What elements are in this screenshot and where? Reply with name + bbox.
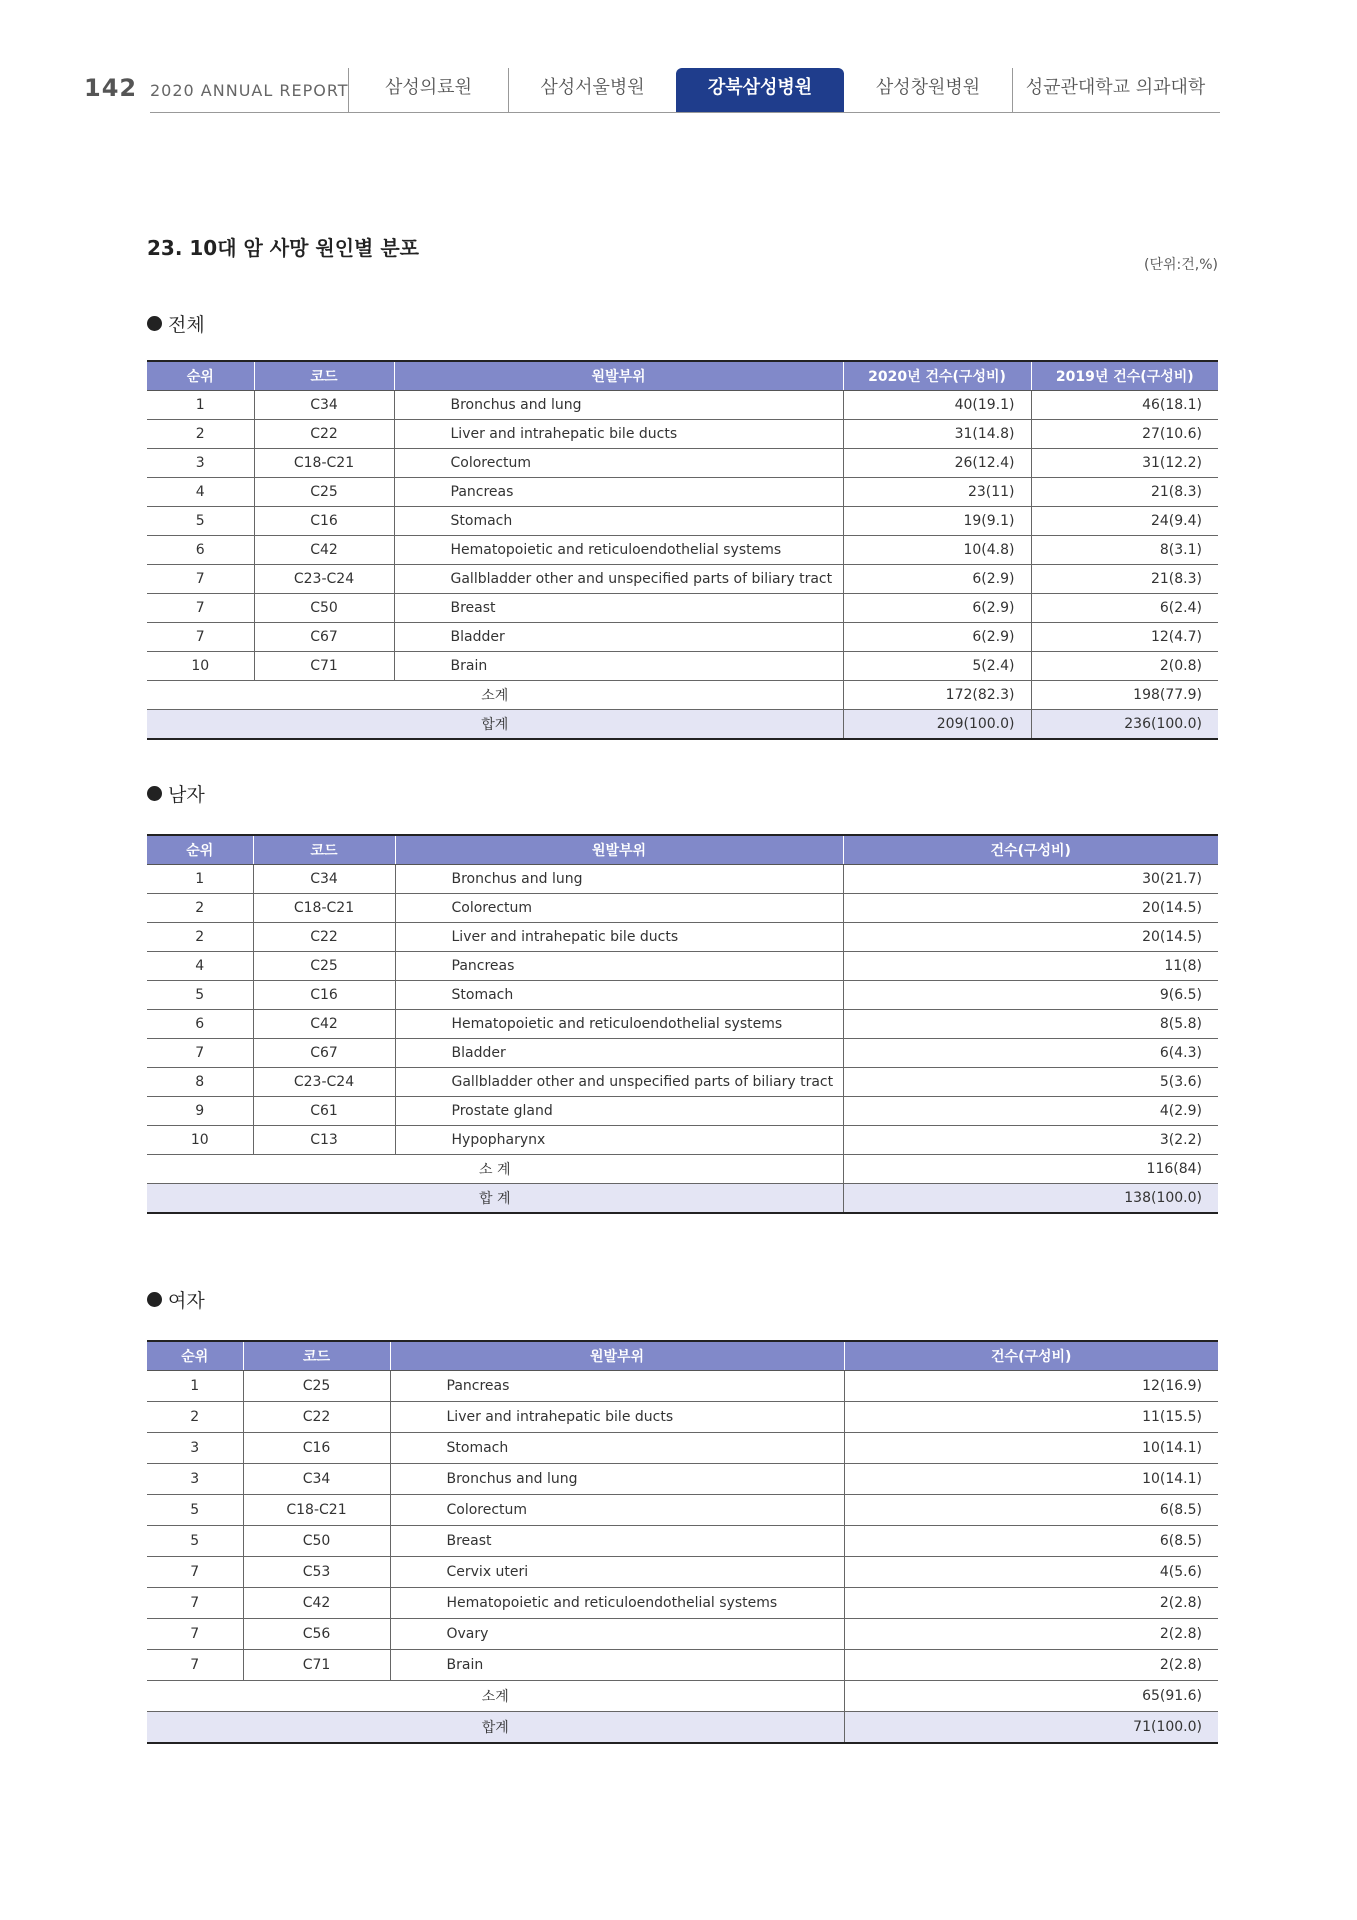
code-cell: C18-C21 bbox=[254, 449, 394, 478]
value-prev-cell: 6(2.4) bbox=[1031, 594, 1218, 623]
rank-cell: 3 bbox=[147, 1464, 243, 1495]
table-header-row bbox=[147, 361, 1218, 391]
subtotal-row-value: 198(77.9) bbox=[1031, 681, 1218, 710]
value-prev-cell: 21(8.3) bbox=[1031, 478, 1218, 507]
table-row bbox=[147, 1126, 1218, 1155]
value-cell: 26(12.4) bbox=[843, 449, 1031, 478]
tab-samsung-medical-center[interactable]: 삼성의료원 bbox=[348, 68, 508, 112]
subtotal-row-label: 소 계 bbox=[147, 1155, 843, 1184]
subtotal-row bbox=[147, 1155, 1218, 1184]
value-cell: 6(8.5) bbox=[844, 1526, 1218, 1557]
table-row bbox=[147, 1588, 1218, 1619]
subtotal-row bbox=[147, 681, 1218, 710]
table-row bbox=[147, 565, 1218, 594]
rank-cell: 7 bbox=[147, 594, 254, 623]
value-cell: 20(14.5) bbox=[843, 894, 1218, 923]
value-prev-cell: 21(8.3) bbox=[1031, 565, 1218, 594]
value-cell: 10(14.1) bbox=[844, 1464, 1218, 1495]
table-all bbox=[147, 360, 1218, 740]
table-row bbox=[147, 1402, 1218, 1433]
total-row-label: 합계 bbox=[147, 710, 843, 740]
code-cell: C34 bbox=[254, 391, 394, 420]
rank-cell: 5 bbox=[147, 507, 254, 536]
code-cell: C18-C21 bbox=[253, 894, 395, 923]
subtotal-row-label: 소계 bbox=[147, 681, 843, 710]
bullet-icon bbox=[147, 1292, 162, 1307]
site-cell: Gallbladder other and unspecified parts of biliary tract bbox=[394, 565, 843, 594]
value-cell: 10(4.8) bbox=[843, 536, 1031, 565]
site-cell: Stomach bbox=[390, 1433, 844, 1464]
rank-cell: 7 bbox=[147, 623, 254, 652]
table-row bbox=[147, 449, 1218, 478]
col-code: 코드 bbox=[253, 835, 395, 865]
table-body bbox=[147, 1371, 1218, 1744]
table-row bbox=[147, 1557, 1218, 1588]
rank-cell: 4 bbox=[147, 478, 254, 507]
table-row bbox=[147, 1371, 1218, 1402]
value-cell: 19(9.1) bbox=[843, 507, 1031, 536]
value-cell: 11(15.5) bbox=[844, 1402, 1218, 1433]
table-row bbox=[147, 1068, 1218, 1097]
subheading-female bbox=[147, 1286, 205, 1313]
site-cell: Stomach bbox=[394, 507, 843, 536]
subheading-male bbox=[147, 780, 205, 807]
value-cell: 6(2.9) bbox=[843, 623, 1031, 652]
table-header-row bbox=[147, 835, 1218, 865]
code-cell: C16 bbox=[254, 507, 394, 536]
code-cell: C67 bbox=[253, 1039, 395, 1068]
code-cell: C50 bbox=[243, 1526, 390, 1557]
value-cell: 5(3.6) bbox=[843, 1068, 1218, 1097]
code-cell: C25 bbox=[253, 952, 395, 981]
total-row-value: 138(100.0) bbox=[843, 1184, 1218, 1214]
code-cell: C50 bbox=[254, 594, 394, 623]
value-cell: 3(2.2) bbox=[843, 1126, 1218, 1155]
site-cell: Liver and intrahepatic bile ducts bbox=[395, 923, 843, 952]
col-code: 코드 bbox=[254, 361, 394, 391]
site-cell: Bladder bbox=[394, 623, 843, 652]
site-cell: Hematopoietic and reticuloendothelial systems bbox=[390, 1588, 844, 1619]
table-row bbox=[147, 594, 1218, 623]
table-row bbox=[147, 1526, 1218, 1557]
table-row bbox=[147, 1010, 1218, 1039]
table-row bbox=[147, 420, 1218, 449]
code-cell: C22 bbox=[254, 420, 394, 449]
table-row bbox=[147, 952, 1218, 981]
value-prev-cell: 31(12.2) bbox=[1031, 449, 1218, 478]
rank-cell: 6 bbox=[147, 536, 254, 565]
site-cell: Gallbladder other and unspecified parts of biliary tract bbox=[395, 1068, 843, 1097]
rank-cell: 2 bbox=[147, 1402, 243, 1433]
col-count: 건수(구성비) bbox=[843, 835, 1218, 865]
code-cell: C16 bbox=[243, 1433, 390, 1464]
code-cell: C25 bbox=[243, 1371, 390, 1402]
code-cell: C16 bbox=[253, 981, 395, 1010]
tab-samsung-changwon-hospital[interactable]: 삼성창원병원 bbox=[875, 77, 981, 98]
total-row-label: 합계 bbox=[147, 1712, 844, 1744]
code-cell: C18-C21 bbox=[243, 1495, 390, 1526]
value-cell: 30(21.7) bbox=[843, 865, 1218, 894]
value-cell: 2(2.8) bbox=[844, 1588, 1218, 1619]
site-cell: Liver and intrahepatic bile ducts bbox=[394, 420, 843, 449]
value-cell: 10(14.1) bbox=[844, 1433, 1218, 1464]
site-cell: Colorectum bbox=[395, 894, 843, 923]
subtotal-row-label: 소계 bbox=[147, 1681, 844, 1712]
value-cell: 2(2.8) bbox=[844, 1619, 1218, 1650]
tab-skku-medicine[interactable]: 성균관대학교 의과대학 bbox=[1012, 68, 1218, 112]
site-cell: Pancreas bbox=[395, 952, 843, 981]
rank-cell: 7 bbox=[147, 565, 254, 594]
table-row bbox=[147, 1464, 1218, 1495]
site-cell: Cervix uteri bbox=[390, 1557, 844, 1588]
total-row bbox=[147, 1184, 1218, 1214]
col-site: 원발부위 bbox=[390, 1341, 844, 1371]
table-row bbox=[147, 1433, 1218, 1464]
site-cell: Hematopoietic and reticuloendothelial systems bbox=[394, 536, 843, 565]
code-cell: C53 bbox=[243, 1557, 390, 1588]
col-code: 코드 bbox=[243, 1341, 390, 1371]
subtotal-row bbox=[147, 1681, 1218, 1712]
bullet-icon bbox=[147, 316, 162, 331]
rank-cell: 1 bbox=[147, 865, 253, 894]
site-cell: Bronchus and lung bbox=[394, 391, 843, 420]
rank-cell: 5 bbox=[147, 1495, 243, 1526]
subheading-all bbox=[147, 310, 205, 337]
site-cell: Bronchus and lung bbox=[395, 865, 843, 894]
site-cell: Liver and intrahepatic bile ducts bbox=[390, 1402, 844, 1433]
subheading-label: 전체 bbox=[168, 314, 205, 336]
total-row bbox=[147, 1712, 1218, 1744]
rank-cell: 9 bbox=[147, 1097, 253, 1126]
table-body bbox=[147, 391, 1218, 740]
col-rank: 순위 bbox=[147, 361, 254, 391]
site-cell: Breast bbox=[390, 1526, 844, 1557]
table-female bbox=[147, 1340, 1218, 1744]
subheading-label: 여자 bbox=[168, 1290, 205, 1312]
table-row bbox=[147, 923, 1218, 952]
header-divider bbox=[150, 112, 1220, 113]
site-cell: Colorectum bbox=[394, 449, 843, 478]
unit-label: (단위:건,%) bbox=[1144, 257, 1218, 273]
code-cell: C42 bbox=[253, 1010, 395, 1039]
value-cell: 9(6.5) bbox=[843, 981, 1218, 1010]
site-cell: Pancreas bbox=[394, 478, 843, 507]
value-cell: 4(5.6) bbox=[844, 1557, 1218, 1588]
site-cell: Stomach bbox=[395, 981, 843, 1010]
rank-cell: 7 bbox=[147, 1650, 243, 1681]
code-cell: C42 bbox=[254, 536, 394, 565]
table-row bbox=[147, 1619, 1218, 1650]
rank-cell: 3 bbox=[147, 449, 254, 478]
site-cell: Brain bbox=[390, 1650, 844, 1681]
code-cell: C71 bbox=[254, 652, 394, 681]
section-nav bbox=[348, 68, 1218, 112]
code-cell: C42 bbox=[243, 1588, 390, 1619]
table-row bbox=[147, 536, 1218, 565]
col-site: 원발부위 bbox=[395, 835, 843, 865]
rank-cell: 5 bbox=[147, 981, 253, 1010]
value-prev-cell: 24(9.4) bbox=[1031, 507, 1218, 536]
value-cell: 8(5.8) bbox=[843, 1010, 1218, 1039]
value-cell: 6(2.9) bbox=[843, 594, 1031, 623]
col-rank: 순위 bbox=[147, 1341, 243, 1371]
table-row bbox=[147, 894, 1218, 923]
total-row-value: 236(100.0) bbox=[1031, 710, 1218, 740]
total-row-value: 209(100.0) bbox=[843, 710, 1031, 740]
table-row bbox=[147, 1650, 1218, 1681]
value-cell: 6(8.5) bbox=[844, 1495, 1218, 1526]
rank-cell: 8 bbox=[147, 1068, 253, 1097]
table-row bbox=[147, 391, 1218, 420]
col-site: 원발부위 bbox=[394, 361, 843, 391]
rank-cell: 2 bbox=[147, 894, 253, 923]
code-cell: C23-C24 bbox=[254, 565, 394, 594]
site-cell: Brain bbox=[394, 652, 843, 681]
code-cell: C34 bbox=[253, 865, 395, 894]
rank-cell: 10 bbox=[147, 652, 254, 681]
section-title: 23. 10대 암 사망 원인별 분포 bbox=[147, 236, 419, 260]
code-cell: C25 bbox=[254, 478, 394, 507]
value-prev-cell: 2(0.8) bbox=[1031, 652, 1218, 681]
rank-cell: 4 bbox=[147, 952, 253, 981]
page-header bbox=[0, 0, 1357, 115]
table-row bbox=[147, 1495, 1218, 1526]
code-cell: C22 bbox=[243, 1402, 390, 1433]
table-row bbox=[147, 507, 1218, 536]
col-count: 건수(구성비) bbox=[844, 1341, 1218, 1371]
value-cell: 6(4.3) bbox=[843, 1039, 1218, 1068]
value-cell: 20(14.5) bbox=[843, 923, 1218, 952]
value-cell: 23(11) bbox=[843, 478, 1031, 507]
subheading-label: 남자 bbox=[168, 784, 205, 806]
table-male bbox=[147, 834, 1218, 1214]
site-cell: Colorectum bbox=[390, 1495, 844, 1526]
table-row bbox=[147, 623, 1218, 652]
code-cell: C34 bbox=[243, 1464, 390, 1495]
rank-cell: 3 bbox=[147, 1433, 243, 1464]
value-cell: 31(14.8) bbox=[843, 420, 1031, 449]
subtotal-row-value: 116(84) bbox=[843, 1155, 1218, 1184]
total-row bbox=[147, 710, 1218, 740]
table-header-row bbox=[147, 1341, 1218, 1371]
subtotal-row-value: 172(82.3) bbox=[843, 681, 1031, 710]
table-row bbox=[147, 981, 1218, 1010]
tab-samsung-seoul-hospital[interactable]: 삼성서울병원 bbox=[508, 68, 676, 112]
table-row bbox=[147, 865, 1218, 894]
value-cell: 6(2.9) bbox=[843, 565, 1031, 594]
site-cell: Hypopharynx bbox=[395, 1126, 843, 1155]
value-cell: 40(19.1) bbox=[843, 391, 1031, 420]
rank-cell: 2 bbox=[147, 923, 253, 952]
table-row bbox=[147, 478, 1218, 507]
table-row bbox=[147, 1039, 1218, 1068]
page-number: 142 bbox=[84, 74, 138, 102]
table-row bbox=[147, 1097, 1218, 1126]
col-2020: 2020년 건수(구성비) bbox=[843, 361, 1031, 391]
site-cell: Prostate gland bbox=[395, 1097, 843, 1126]
total-row-value: 71(100.0) bbox=[844, 1712, 1218, 1744]
value-prev-cell: 46(18.1) bbox=[1031, 391, 1218, 420]
value-cell: 5(2.4) bbox=[843, 652, 1031, 681]
value-cell: 12(16.9) bbox=[844, 1371, 1218, 1402]
code-cell: C71 bbox=[243, 1650, 390, 1681]
table-body bbox=[147, 865, 1218, 1214]
code-cell: C22 bbox=[253, 923, 395, 952]
col-rank: 순위 bbox=[147, 835, 253, 865]
col-2019: 2019년 건수(구성비) bbox=[1031, 361, 1218, 391]
rank-cell: 6 bbox=[147, 1010, 253, 1039]
table-row bbox=[147, 652, 1218, 681]
rank-cell: 5 bbox=[147, 1526, 243, 1557]
value-prev-cell: 12(4.7) bbox=[1031, 623, 1218, 652]
bullet-icon bbox=[147, 786, 162, 801]
value-prev-cell: 27(10.6) bbox=[1031, 420, 1218, 449]
tab-kangbuk-samsung-hospital[interactable]: 강북삼성병원 bbox=[676, 68, 844, 112]
value-cell: 4(2.9) bbox=[843, 1097, 1218, 1126]
site-cell: Hematopoietic and reticuloendothelial systems bbox=[395, 1010, 843, 1039]
rank-cell: 7 bbox=[147, 1557, 243, 1588]
site-cell: Breast bbox=[394, 594, 843, 623]
rank-cell: 1 bbox=[147, 391, 254, 420]
value-cell: 11(8) bbox=[843, 952, 1218, 981]
code-cell: C23-C24 bbox=[253, 1068, 395, 1097]
site-cell: Ovary bbox=[390, 1619, 844, 1650]
code-cell: C61 bbox=[253, 1097, 395, 1126]
rank-cell: 7 bbox=[147, 1619, 243, 1650]
rank-cell: 7 bbox=[147, 1039, 253, 1068]
code-cell: C67 bbox=[254, 623, 394, 652]
value-prev-cell: 8(3.1) bbox=[1031, 536, 1218, 565]
site-cell: Pancreas bbox=[390, 1371, 844, 1402]
subtotal-row-value: 65(91.6) bbox=[844, 1681, 1218, 1712]
code-cell: C56 bbox=[243, 1619, 390, 1650]
rank-cell: 7 bbox=[147, 1588, 243, 1619]
report-title: 2020 ANNUAL REPORT bbox=[150, 81, 349, 100]
site-cell: Bronchus and lung bbox=[390, 1464, 844, 1495]
site-cell: Bladder bbox=[395, 1039, 843, 1068]
rank-cell: 10 bbox=[147, 1126, 253, 1155]
code-cell: C13 bbox=[253, 1126, 395, 1155]
value-cell: 2(2.8) bbox=[844, 1650, 1218, 1681]
total-row-label: 합 계 bbox=[147, 1184, 843, 1214]
rank-cell: 2 bbox=[147, 420, 254, 449]
rank-cell: 1 bbox=[147, 1371, 243, 1402]
